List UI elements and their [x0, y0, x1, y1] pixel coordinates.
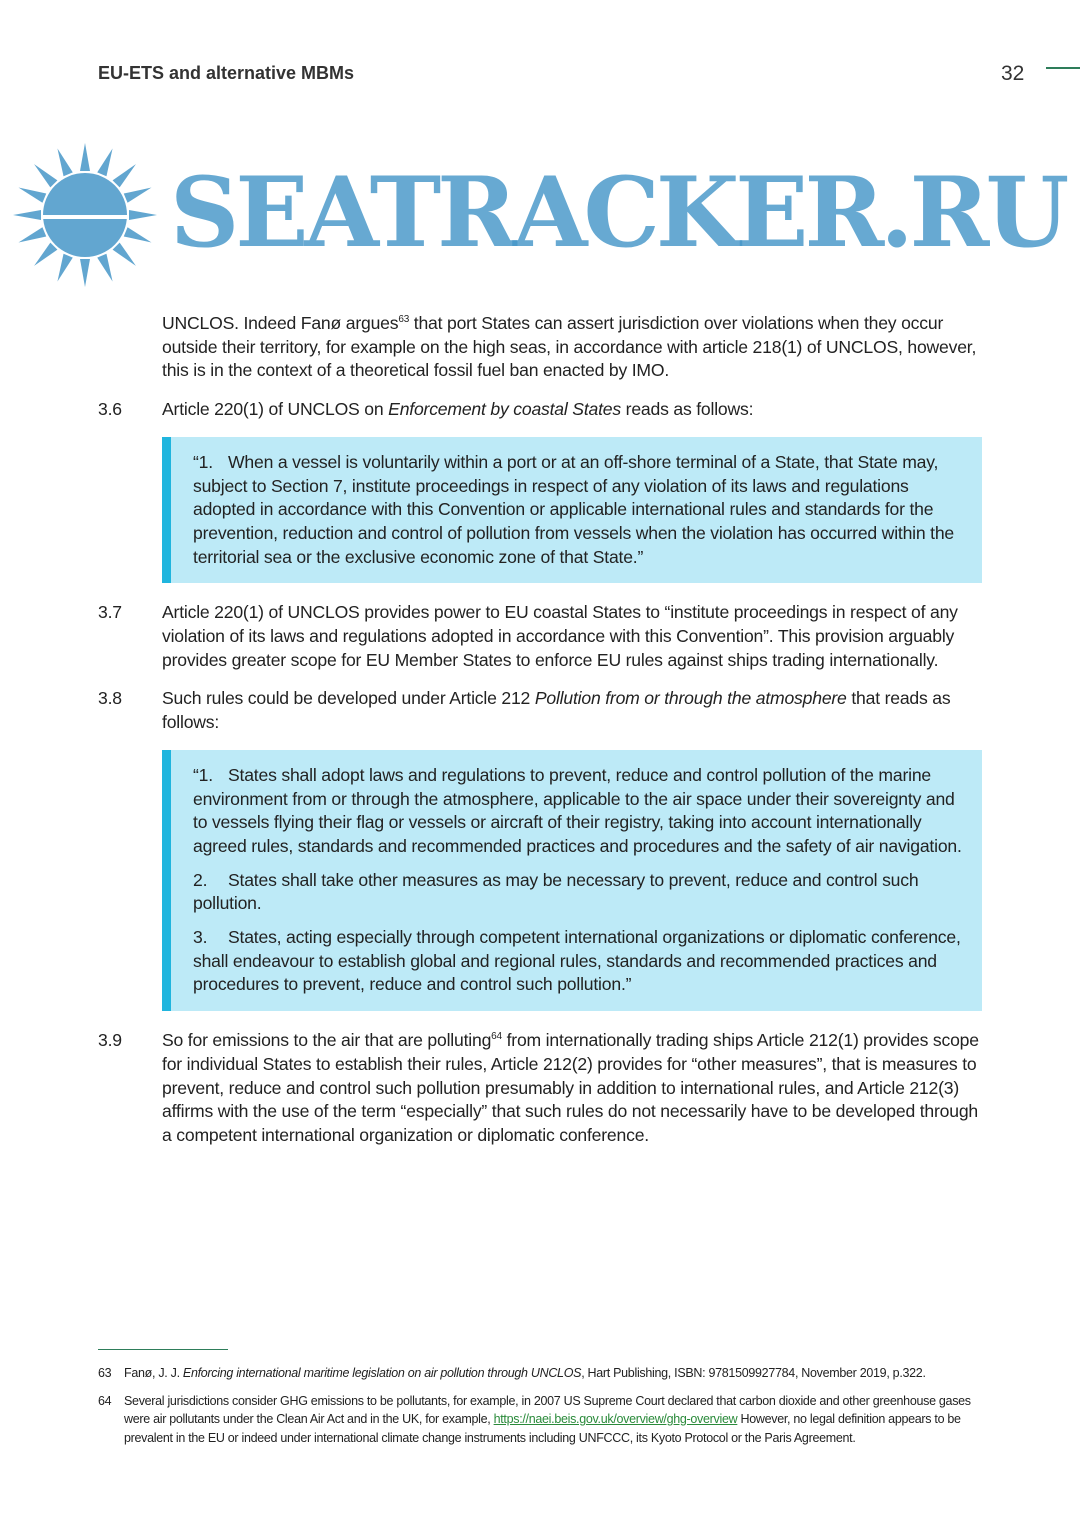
footnote-divider [98, 1349, 228, 1350]
footnote-number: 64 [98, 1393, 112, 1408]
text: Article 220(1) of UNCLOS provides power to EU coastal States to “institute proceedings in respect of any violation of its laws and regulations adopted in accordance with this Convention”. This provision arguably provides greater scope for EU Member States to enforce EU rules against ships trading internationally. [162, 602, 958, 670]
italic-title: Enforcement by coastal States [388, 399, 621, 420]
page-number: 32 [1001, 62, 1025, 85]
paragraph-3-7 [98, 601, 982, 672]
text: reads as follows: [620, 399, 754, 420]
text: that port States can assert jurisdiction over violations when they occur outside their territory, for example on the high seas, in accordance with article 218(1) of UNCLOS, however, this is in the context of a theoretical fossil fuel ban enacted by IMO. [162, 313, 977, 381]
header-accent-line [1046, 67, 1080, 69]
paragraph-number: 3.9 [98, 1030, 122, 1051]
quote-box-article-220 [162, 437, 982, 584]
paragraph-3-9 [98, 1029, 982, 1148]
italic-title: Pollution from or through the atmosphere [534, 688, 847, 709]
text: Fanø, J. J. [124, 1366, 183, 1380]
footnote-63 [98, 1364, 982, 1383]
footnote-ref-63[interactable]: 63 [398, 314, 410, 326]
text: So for emissions to the air that are polluting [162, 1030, 492, 1051]
footnote-number: 63 [98, 1366, 112, 1380]
quote-text: States shall take other measures as may be necessary to prevent, reduce and control such pollution. [193, 869, 919, 914]
footnote-64 [98, 1392, 982, 1448]
quote-item-number: 2. [193, 869, 208, 890]
paragraph-number: 3.6 [98, 399, 122, 420]
quote-item-number: “1. [193, 764, 213, 785]
quote-text: States, acting especially through competent international organizations or diplomatic conference, shall endeavour to establish global and regional rules, standards and recommended practices and procedures to prevent, reduce and control such pollution.” [193, 927, 961, 995]
quote-item-number: “1. [193, 451, 213, 472]
text: Such rules could be developed under Article 212 [162, 688, 535, 709]
paragraph-3-8 [98, 687, 982, 734]
paragraph-number: 3.8 [98, 688, 122, 709]
text: from internationally trading ships Article 212(1) provides scope for individual States to establish their rules, Article 212(2) provides for “other measures”, that is measures to prevent, reduce and control such pollution presumably in addition to international rules, and Article 212(3) affirms with the use of the term “especially” that such rules do not necessarily have to be developed through a competent international organization or diplomatic conference. [162, 1030, 979, 1145]
paragraph-continued [98, 312, 982, 383]
text: Several jurisdictions consider GHG emissions to be pollutants, for example, in 2007 US Supreme Court declared that carbon dioxide and other greenhouse gases were air pollutants under the Clean Air Act and in the UK, for example, [124, 1393, 971, 1426]
paragraph-3-6 [98, 398, 982, 422]
footnotes [98, 1349, 982, 1456]
quote-item-number: 3. [193, 927, 208, 948]
italic-title: Enforcing international maritime legislation on air pollution through UNCLOS [182, 1366, 582, 1380]
quote-box-article-212 [162, 750, 982, 1011]
paragraph-number: 3.7 [98, 602, 122, 623]
text: that reads as follows: [162, 688, 951, 733]
text: , Hart Publishing, ISBN: 9781509927784, November 2019, p.322. [581, 1366, 926, 1380]
watermark-sun-icon [0, 140, 180, 290]
quote-text: When a vessel is voluntarily within a port or at an off-shore terminal of a State, that State may, subject to Section 7, institute proceedings in respect of any violation of its laws and regulations adopted in accordance with this Convention or applicable international rules and standards for the prevention, reduction and control of pollution from vessels when the violation has occurred within the territorial sea or the exclusive economic zone of that State.” [193, 451, 955, 567]
text: However, no legal definition appears to be prevalent in the EU or indeed under international climate change instruments including UNFCCC, its Kyoto Protocol or the Paris Agreement. [124, 1412, 961, 1445]
footnote-ref-64[interactable]: 64 [491, 1031, 502, 1043]
text: Article 220(1) of UNCLOS on [162, 399, 389, 420]
watermark-text: SEATRACKER.RU [170, 156, 1066, 269]
quote-text: States shall adopt laws and regulations to prevent, reduce and control pollution of the marine environment from or through the atmosphere, applicable to the air space under their sovereignty and to vessels flying their flag or vessels or aircraft of their registry, taking into account internationally agreed rules, standards and recommended practices and procedures and the safety of air navigation. [193, 764, 962, 856]
text: UNCLOS. Indeed Fanø argues [162, 313, 399, 333]
running-header: EU-ETS and alternative MBMs [98, 63, 355, 83]
main-content [98, 312, 982, 1163]
footnote-link[interactable]: https://naei.beis.gov.uk/overview/ghg-overview [493, 1412, 738, 1426]
